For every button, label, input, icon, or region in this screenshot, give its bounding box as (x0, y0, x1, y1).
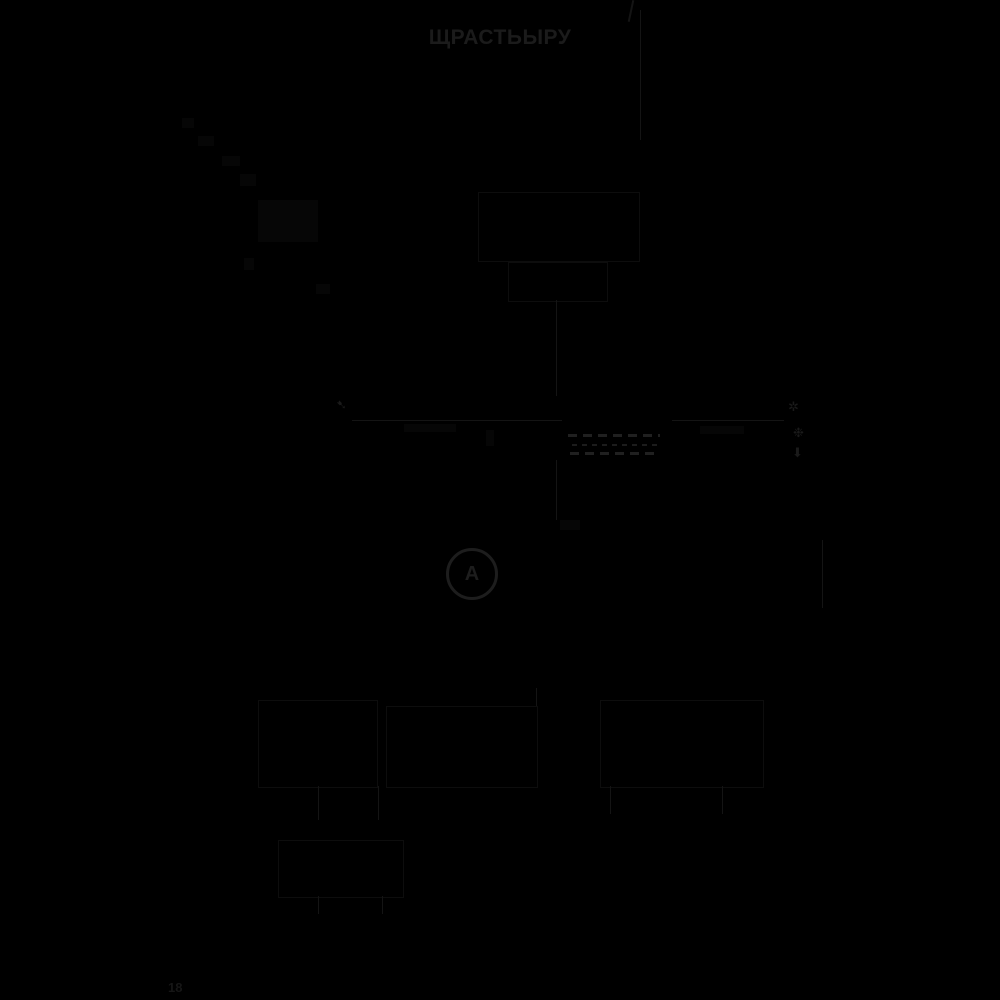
connector-center-down (556, 460, 557, 520)
mark-upper-left-7 (316, 284, 330, 294)
connector-lower-2 (378, 786, 379, 820)
connector-lower-1 (318, 786, 319, 820)
center-badge[interactable] (446, 548, 498, 600)
mark-upper-left-5 (258, 200, 318, 242)
connector-upper-center (556, 300, 557, 396)
mark-upper-left-2 (198, 136, 214, 146)
block-upper-center-lower (508, 262, 608, 302)
pin-icon[interactable]: ❉ (793, 425, 804, 440)
mark-upper-left-6 (244, 258, 254, 270)
connector-bottom-1 (318, 896, 319, 914)
connector-lower-5 (536, 688, 537, 706)
connector-top-right-vertical (640, 10, 641, 140)
arrow-down-icon[interactable]: ⬇ (792, 445, 803, 460)
center-badge-label: A (464, 562, 480, 585)
mark-upper-left-1 (182, 118, 194, 128)
rule-center-left (352, 420, 562, 421)
mark-center-3 (700, 426, 744, 434)
connector-lower-3 (610, 786, 611, 814)
page-number: 18 (168, 980, 183, 995)
cursor-icon[interactable]: ➷ (336, 397, 347, 412)
block-lower-center (386, 706, 538, 788)
block-bottom-left (278, 840, 404, 898)
block-upper-center (478, 192, 640, 262)
dashed-rule-3 (570, 452, 660, 455)
mark-upper-left-4 (240, 174, 256, 186)
block-lower-right (600, 700, 764, 788)
dashed-rule-1 (568, 434, 660, 437)
connector-top-right (628, 0, 635, 22)
page-title: ЩРАСТЬЫРУ (428, 26, 572, 49)
mark-center-1 (404, 424, 456, 432)
connector-bottom-2 (382, 896, 383, 914)
dashed-rule-2 (572, 444, 658, 446)
connector-lower-4 (722, 786, 723, 814)
gear-icon[interactable]: ✲ (788, 399, 799, 414)
block-lower-left (258, 700, 378, 788)
connector-right-vertical (822, 540, 823, 608)
rule-center-right (672, 420, 784, 421)
mark-upper-left-3 (222, 156, 240, 166)
mark-center-2 (486, 430, 494, 446)
mark-center-4 (560, 520, 580, 530)
